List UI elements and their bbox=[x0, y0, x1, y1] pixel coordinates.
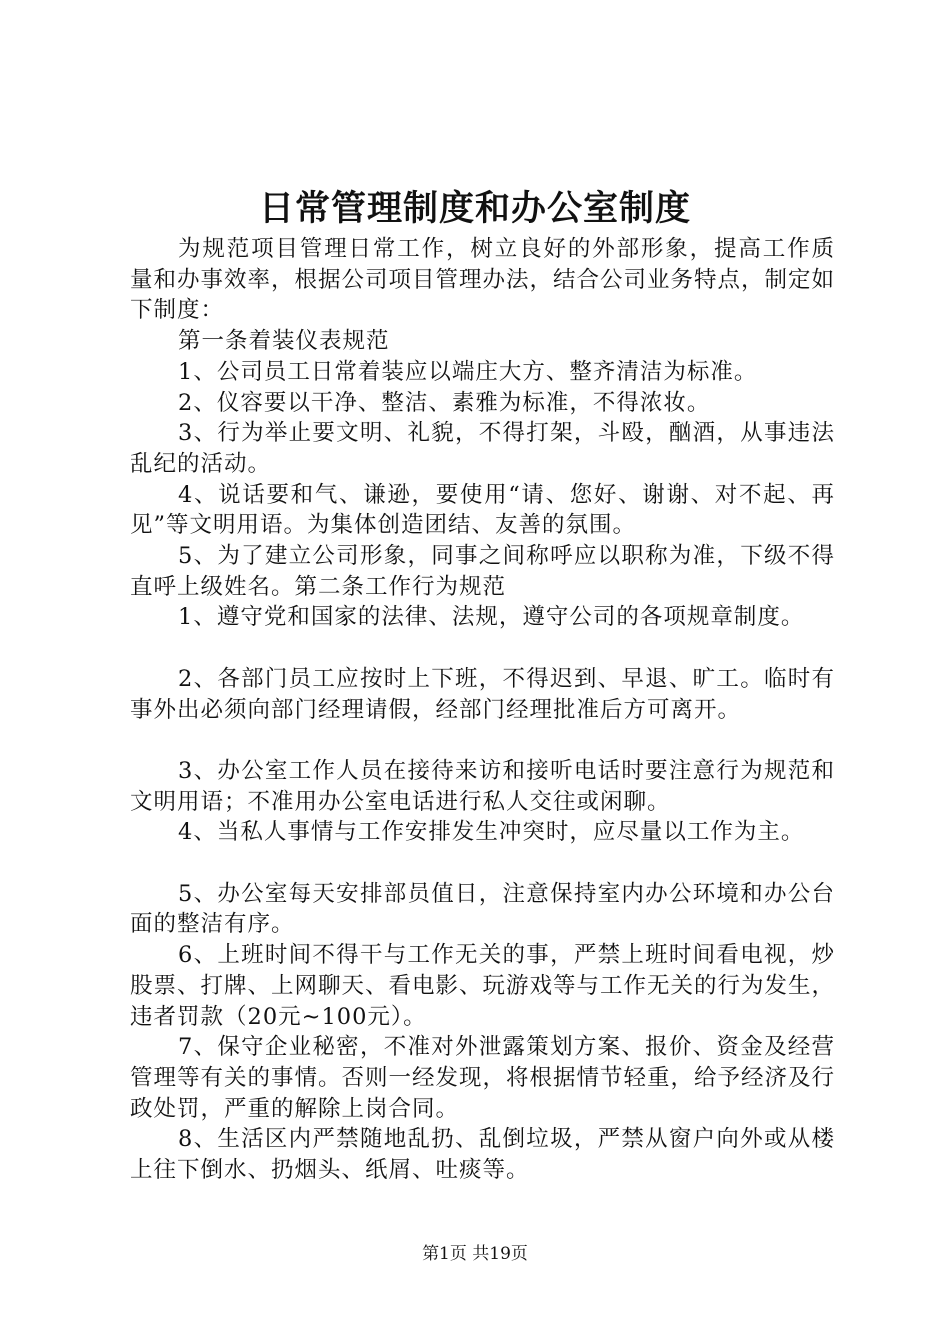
rule-paragraph: 3、行为举止要文明、礼貌，不得打架，斗殴，酗酒，从事违法乱纪的活动。 bbox=[130, 420, 835, 477]
rule-paragraph: 3、办公室工作人员在接待来访和接听电话时要注意行为规范和文明用语；不准用办公室电话进行私人交往或闲聊。 bbox=[130, 757, 835, 815]
intro-paragraph: 为规范项目管理日常工作，树立良好的外部形象，提高工作质量和办事效率，根据公司项目管理办法，结合公司业务特点，制定如下制度： bbox=[130, 236, 836, 324]
section-heading-dress-code: 第一条着装仪表规范 bbox=[178, 328, 390, 355]
document-title: 日常管理制度和办公室制度 bbox=[258, 188, 691, 229]
rule-paragraph: 4、当私人事情与工作安排发生冲突时，应尽量以工作为主。 bbox=[178, 819, 805, 846]
rule-paragraph: 2、各部门员工应按时上下班，不得迟到、早退、旷工。临时有事外出必须向部门经理请假，经部门经理批准后方可离开。 bbox=[130, 665, 835, 723]
document-body bbox=[130, 234, 835, 1186]
rule-paragraph: 5、办公室每天安排部员值日，注意保持室内办公环境和办公台面的整洁有序。 bbox=[130, 880, 835, 938]
rule-paragraph: 8、生活区内严禁随地乱扔、乱倒垃圾，严禁从窗户向外或从楼上往下倒水、扔烟头、纸屑、吐痰等。 bbox=[130, 1126, 835, 1184]
rule-paragraph: 1、公司员工日常着装应以端庄大方、整齐清洁为标准。 bbox=[178, 358, 758, 385]
rule-paragraph: 1、遵守党和国家的法律、法规，遵守公司的各项规章制度。 bbox=[178, 604, 805, 631]
rule-paragraph: 4、说话要和气、谦逊，要使用“请、您好、谢谢、对不起、再见”等文明用语。为集体创造团结、友善的氛围。 bbox=[130, 481, 835, 539]
rule-paragraph: 7、保守企业秘密，不准对外泄露策划方案、报价、资金及经营管理等有关的事情。否则一经发现，将根据情节轻重，给予经济及行政处罚，严重的解除上岗合同。 bbox=[130, 1034, 836, 1122]
rule-paragraph: 2、仪容要以干净、整洁、素雅为标准，不得浓妆。 bbox=[178, 389, 711, 416]
rule-paragraph: 6、上班时间不得干与工作无关的事，严禁上班时间看电视，炒股票、打牌、上网聊天、看电影、玩游戏等与工作无关的行为发生，违者罚款（20元~100元）。 bbox=[130, 942, 836, 1030]
rule-paragraph: 5、为了建立公司形象，同事之间称呼应以职称为准，下级不得直呼上级姓名。第二条工作行为规范 bbox=[130, 543, 835, 600]
page-footer: 第1页 共19页 bbox=[422, 1244, 528, 1264]
